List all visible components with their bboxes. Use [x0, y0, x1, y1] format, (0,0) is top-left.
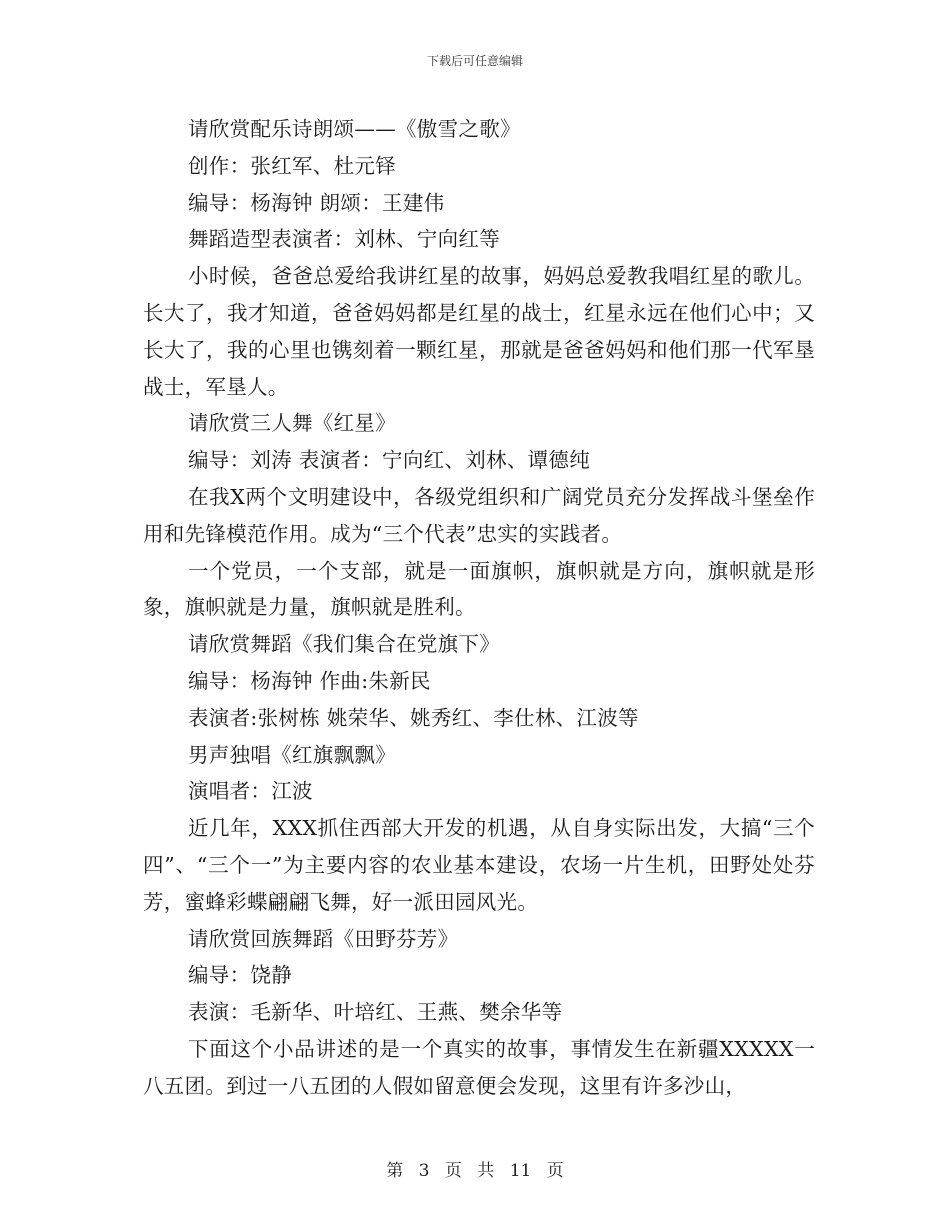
paragraph: 请欣赏回族舞蹈《田野芬芳》 — [188, 926, 459, 951]
page-unit: 页 — [444, 1161, 462, 1181]
paragraph: 一个党员，一个支部，就是一面旗帜，旗帜就是方向，旗帜就是形象，旗帜就是力量，旗帜就是胜利。 — [143, 558, 815, 620]
paragraph: 请欣赏配乐诗朗颂——《傲雪之歌》 — [188, 117, 521, 141]
total-unit: 页 — [546, 1161, 564, 1181]
paragraph: 请欣赏三人舞《红星》 — [188, 411, 396, 436]
paragraph: 表演：毛新华、叶培红、王燕、樊余华等 — [188, 1000, 563, 1025]
paragraph: 编导：杨海钟 朗颂：王建伟 — [188, 190, 445, 215]
paragraph: 演唱者：江波 — [188, 779, 313, 804]
paragraph: 小时候，爸爸总爱给我讲红星的故事，妈妈总爱教我唱红星的歌儿。长大了，我才知道，爸爸妈妈都是红星的战士，红星永远在他们心中；又长大了，我的心里也镌刻着一颗红星，那就是爸爸妈妈和他们那一代军垦战士，军垦人。 — [143, 264, 815, 399]
paragraph: 舞蹈造型表演者：刘林、宁向红等 — [188, 227, 500, 252]
page-header: 下载后可任意编辑 — [426, 54, 523, 68]
total-label: 共 — [477, 1161, 495, 1181]
paragraph: 编导：杨海钟 作曲:朱新民 — [188, 668, 431, 693]
paragraph: 在我X两个文明建设中，各级党组织和广阔党员充分发挥战斗堡垒作用和先锋模范作用。成为“三个代表”忠实的实践者。 — [143, 484, 815, 546]
paragraph: 近几年，XXX抓住西部大开发的机遇，从自身实际出发，大搞“三个四”、“三个一”为主要内容的农业基本建设，农场一片生机，田野处处芬芳，蜜蜂彩蝶翩翩飞舞，好一派田园风光。 — [143, 816, 815, 914]
document-body — [143, 111, 815, 1105]
paragraph: 编导：刘涛 表演者：宁向红、刘林、谭德纯 — [188, 448, 591, 473]
page-footer — [0, 1156, 950, 1181]
paragraph: 编导：饶静 — [188, 963, 292, 988]
paragraph: 表演者:张树栋 姚荣华、姚秀红、李仕林、江波等 — [188, 705, 639, 730]
total-pages: 11 — [509, 1161, 532, 1181]
paragraph: 男声独唱《红旗飘飘》 — [188, 742, 396, 767]
paragraph: 请欣赏舞蹈《我们集合在党旗下》 — [188, 632, 500, 657]
page-number: 3 — [418, 1161, 430, 1181]
paragraph: 创作：张红军、杜元铎 — [188, 153, 396, 178]
page-label: 第 — [386, 1161, 404, 1181]
paragraph: 下面这个小品讲述的是一个真实的故事，事情发生在新疆XXXXX一八五团。到过一八五团的人假如留意便会发现，这里有许多沙山， — [143, 1036, 815, 1098]
